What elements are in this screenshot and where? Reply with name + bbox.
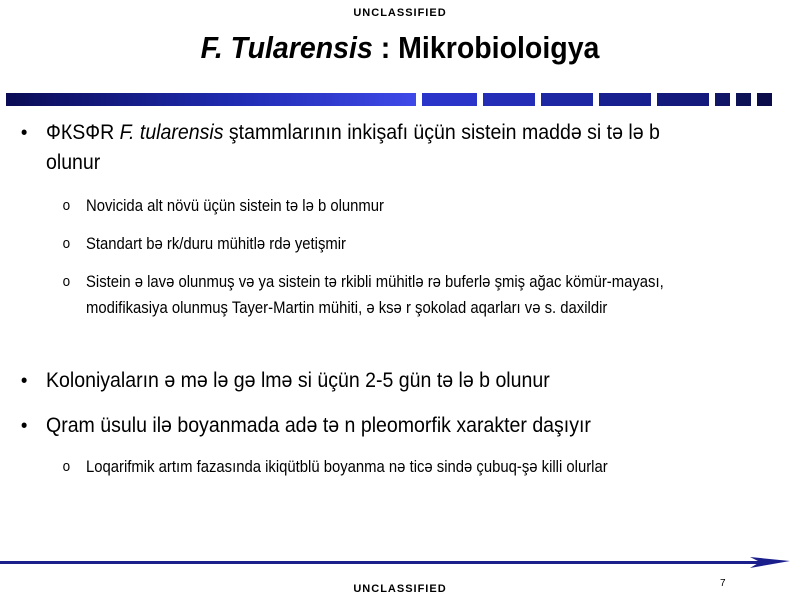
circle-bullet-icon: o bbox=[62, 273, 71, 290]
bullet-text: ФКSФR bbox=[46, 121, 120, 144]
divider-segment bbox=[657, 93, 709, 106]
title-divider-bar bbox=[6, 93, 794, 106]
sub-bullet-text: Loqarifmik artım fazasında ikiqütblü boyanma nə ticə sində çubuq-şə killi olurlar bbox=[86, 458, 608, 476]
bullet-italic-text: F. tularensis bbox=[119, 121, 224, 144]
sub-bullet-item bbox=[62, 193, 716, 219]
footer-arrow-icon bbox=[0, 556, 800, 570]
sub-bullet-text: Novicida alt növü üçün sistein tə lə b olunmur bbox=[86, 197, 384, 215]
title-rest: : Mikrobioloigya bbox=[372, 30, 600, 65]
bullet-text: Koloniyaların ə mə lə gə lmə si üçün 2-5 gün tə lə b olunur bbox=[46, 369, 550, 392]
circle-bullet-icon: o bbox=[62, 235, 71, 252]
circle-bullet-icon: o bbox=[62, 197, 71, 214]
bullet-dot-icon: • bbox=[20, 370, 28, 392]
divider-segment bbox=[715, 93, 730, 106]
bullet-item bbox=[20, 118, 716, 178]
divider-segment bbox=[736, 93, 751, 106]
bullet-dot-icon: • bbox=[20, 415, 28, 437]
bullet-item bbox=[20, 411, 716, 441]
divider-segment bbox=[483, 93, 535, 106]
divider-segment bbox=[541, 93, 593, 106]
sub-bullet-text: Standart bə rk/duru mühitlə rdə yetişmir bbox=[86, 235, 346, 253]
divider-segment bbox=[757, 93, 772, 106]
sub-bullet-item bbox=[62, 454, 716, 480]
classification-header: UNCLASSIFIED bbox=[353, 7, 447, 19]
circle-bullet-icon: o bbox=[62, 458, 71, 475]
classification-footer: UNCLASSIFIED bbox=[353, 583, 447, 595]
bullet-text: ştammlarının inkişafı üçün sistein maddə si tə lə b olunur bbox=[46, 121, 660, 174]
sub-bullet-text: Sistein ə lavə olunmuş və ya sistein tə rkibli mühitlə rə buferlə şmiş ağac kömür-mayası, modifikasiya olunmuş Tayer-Martin mühiti, ə ksə r şokolad aqarları və s. daxildir bbox=[86, 273, 664, 317]
divider-segment bbox=[599, 93, 651, 106]
page-number: 7 bbox=[720, 578, 726, 589]
sub-bullet-item bbox=[62, 231, 716, 257]
footer-divider bbox=[0, 562, 800, 566]
title-italic: F. Tularensis bbox=[200, 30, 373, 65]
bullet-item bbox=[20, 366, 716, 396]
divider-segment bbox=[422, 93, 477, 106]
bullet-dot-icon: • bbox=[20, 122, 28, 144]
slide-title bbox=[32, 30, 768, 66]
sub-bullet-item bbox=[62, 269, 716, 321]
bullet-text: Qram üsulu ilə boyanmada adə tə n pleomorfik xarakter daşıyır bbox=[46, 414, 591, 437]
divider-gradient bbox=[6, 93, 416, 106]
